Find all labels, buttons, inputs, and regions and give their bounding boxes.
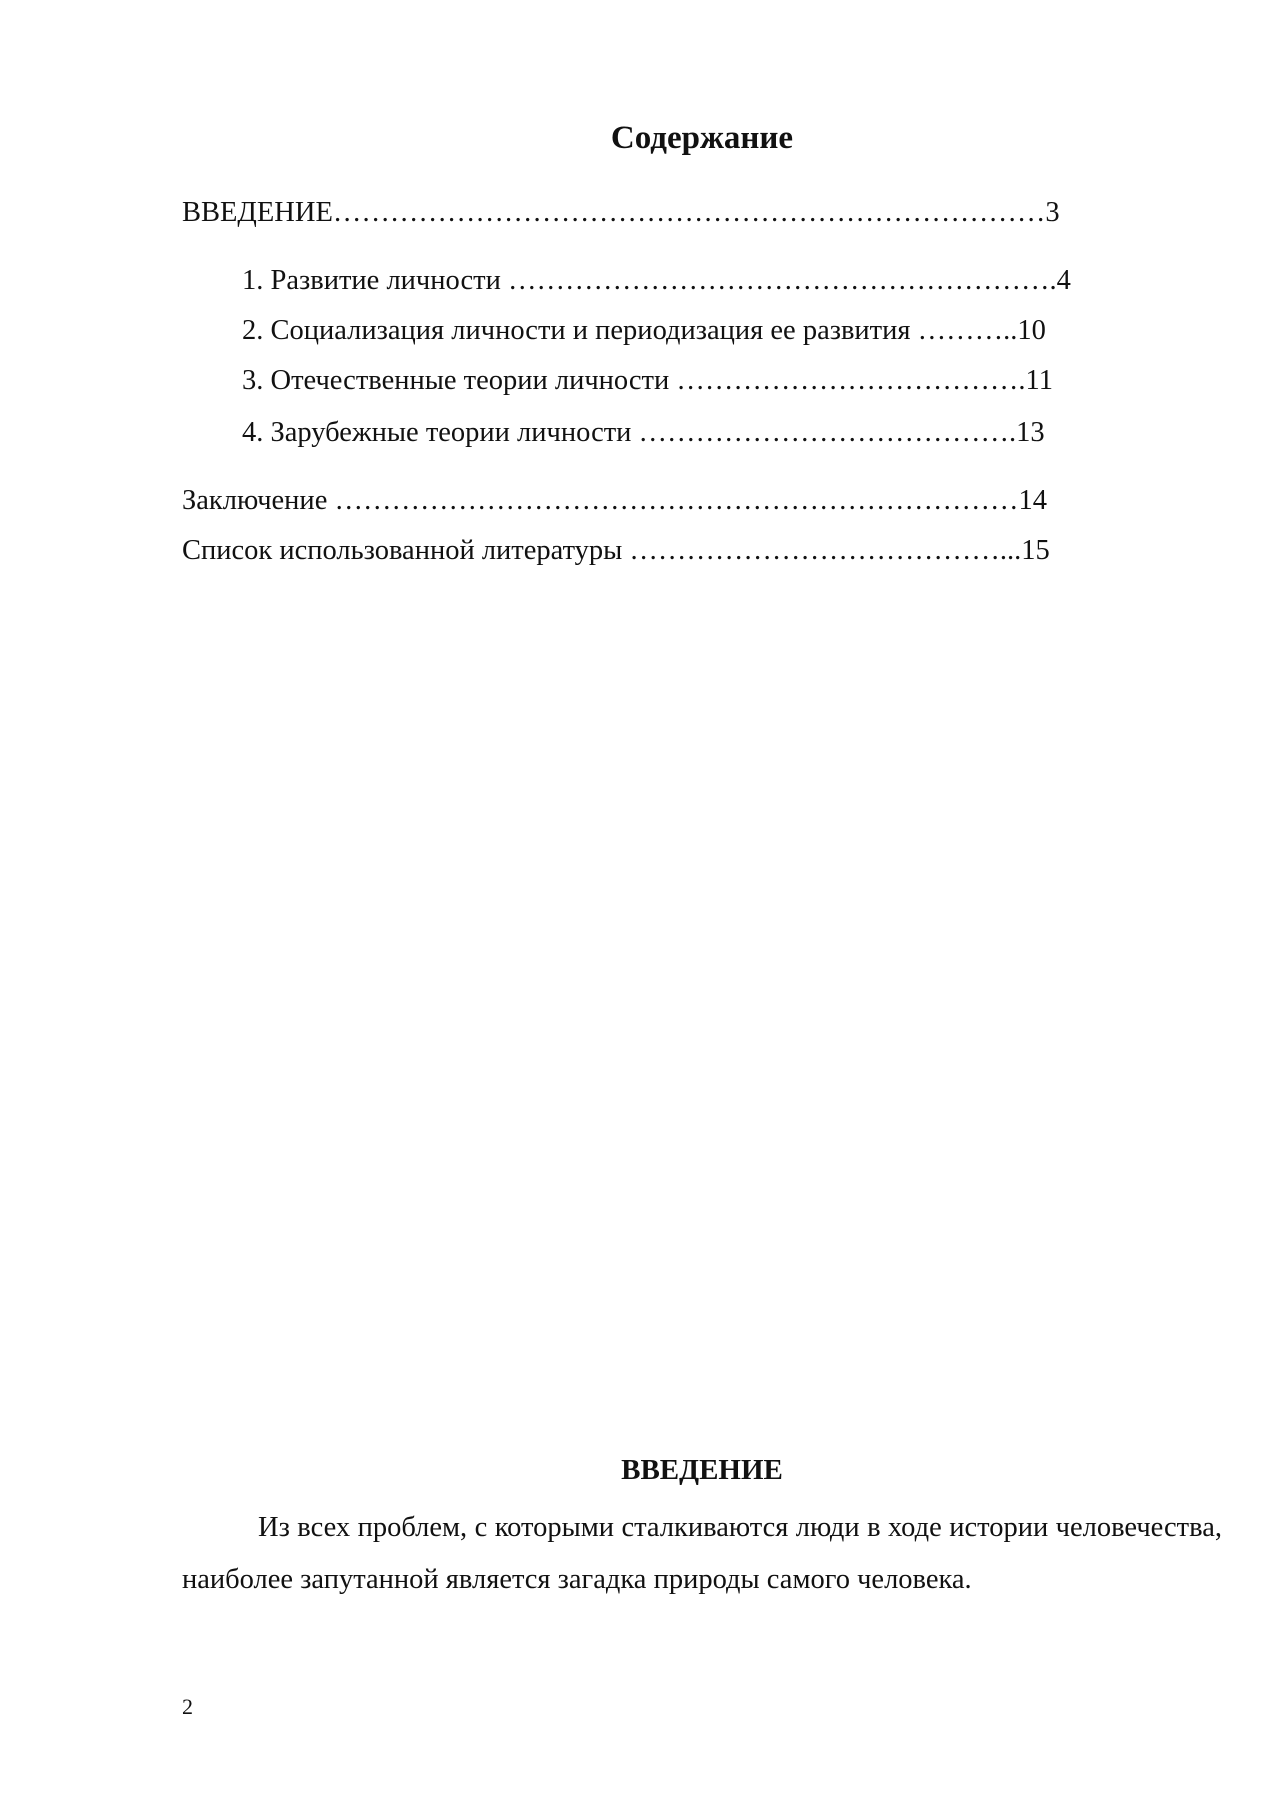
page-number: 2 (182, 1694, 193, 1719)
toc-entry-chapter-4: 4. Зарубежные теории личности ………………………………….13 (242, 417, 1045, 448)
toc-entry-introduction: ВВЕДЕНИЕ…………………………………………………………………3 (182, 197, 1060, 228)
introduction-paragraph: Из всех проблем, с которыми сталкиваются люди в ходе истории человечества, наиболее запутанной является загадка природы самого человека. (182, 1512, 1222, 1595)
introduction-heading: ВВЕДЕНИЕ (621, 1454, 783, 1486)
toc-entry-conclusion: Заключение ………………………………………………………………14 (182, 485, 1047, 516)
toc-entry-references: Список использованной литературы …………………………………...15 (182, 535, 1050, 566)
toc-title: Содержание (610, 120, 794, 156)
toc-entry-chapter-3: 3. Отечественные теории личности ……………………………….11 (242, 365, 1053, 396)
toc-entry-chapter-1: 1. Развитие личности ………………………………………………….4 (242, 265, 1071, 296)
toc-entry-chapter-2: 2. Социализация личности и периодизация ее развития ………..10 (242, 315, 1046, 346)
